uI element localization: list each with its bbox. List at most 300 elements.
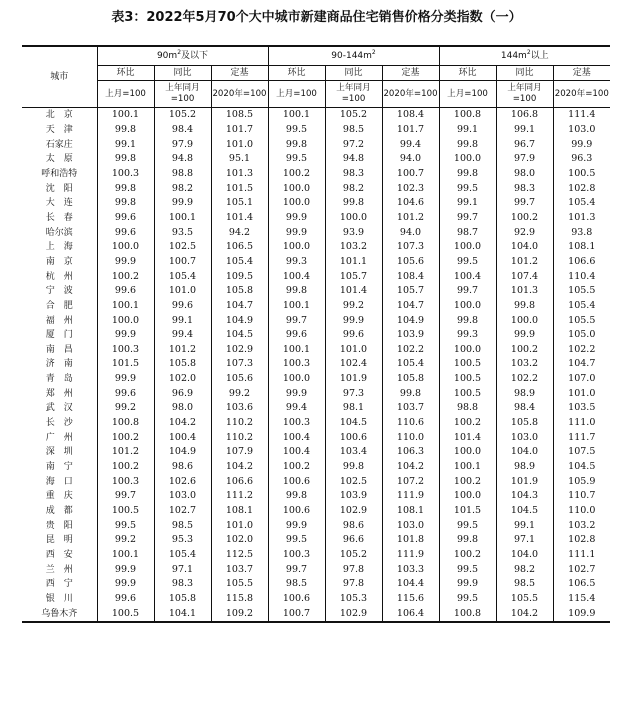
value-cell: 99.6 <box>97 592 154 607</box>
value-cell: 100.1 <box>97 299 154 314</box>
value-cell: 99.8 <box>382 386 439 401</box>
table-row <box>22 372 610 387</box>
value-cell: 110.0 <box>382 430 439 445</box>
value-cell: 104.9 <box>154 445 211 460</box>
city-cell: 沈 阳 <box>22 181 97 196</box>
value-cell: 100.0 <box>439 489 496 504</box>
subheader-cell: 同比 <box>496 66 553 81</box>
value-cell: 101.0 <box>211 137 268 152</box>
value-cell: 94.8 <box>325 152 382 167</box>
base-cell: 上年同月=100 <box>325 81 382 108</box>
city-cell: 石家庄 <box>22 137 97 152</box>
table-row <box>22 196 610 211</box>
city-cell: 厦 门 <box>22 328 97 343</box>
value-cell: 96.6 <box>325 533 382 548</box>
value-cell: 99.4 <box>154 328 211 343</box>
value-cell: 98.1 <box>325 401 382 416</box>
value-cell: 105.8 <box>496 416 553 431</box>
value-cell: 101.4 <box>439 430 496 445</box>
value-cell: 101.7 <box>382 123 439 138</box>
city-column-header: 城市 <box>22 46 97 108</box>
value-cell: 98.4 <box>154 123 211 138</box>
group-header-medium: $90-144m^2$ <box>268 46 439 66</box>
value-cell: 108.1 <box>553 240 610 255</box>
value-cell: 93.9 <box>325 225 382 240</box>
value-cell: 95.3 <box>154 533 211 548</box>
value-cell: 105.9 <box>553 474 610 489</box>
value-cell: 97.2 <box>325 137 382 152</box>
table-row <box>22 489 610 504</box>
value-cell: 100.0 <box>439 343 496 358</box>
city-cell: 昆 明 <box>22 533 97 548</box>
value-cell: 100.5 <box>97 504 154 519</box>
city-cell: 哈尔滨 <box>22 225 97 240</box>
value-cell: 105.1 <box>211 196 268 211</box>
value-cell: 99.7 <box>496 196 553 211</box>
value-cell: 100.4 <box>154 430 211 445</box>
value-cell: 98.9 <box>496 386 553 401</box>
value-cell: 99.5 <box>268 123 325 138</box>
value-cell: 99.9 <box>496 328 553 343</box>
value-cell: 100.0 <box>496 313 553 328</box>
value-cell: 104.7 <box>553 357 610 372</box>
value-cell: 99.9 <box>268 386 325 401</box>
value-cell: 111.9 <box>382 548 439 563</box>
value-cell: 102.0 <box>211 533 268 548</box>
table-body <box>22 108 610 622</box>
value-cell: 100.3 <box>268 548 325 563</box>
value-cell: 99.9 <box>268 518 325 533</box>
value-cell: 100.0 <box>268 240 325 255</box>
city-cell: 银 川 <box>22 592 97 607</box>
value-cell: 93.8 <box>553 225 610 240</box>
value-cell: 99.9 <box>439 577 496 592</box>
value-cell: 100.2 <box>97 460 154 475</box>
value-cell: 99.5 <box>439 255 496 270</box>
value-cell: 101.8 <box>382 533 439 548</box>
value-cell: 99.8 <box>268 489 325 504</box>
value-cell: 100.0 <box>268 181 325 196</box>
value-cell: 106.3 <box>382 445 439 460</box>
value-cell: 101.5 <box>97 357 154 372</box>
value-cell: 94.0 <box>382 152 439 167</box>
value-cell: 100.8 <box>439 606 496 622</box>
subheader-cell: 环比 <box>97 66 154 81</box>
value-cell: 99.8 <box>439 167 496 182</box>
city-cell: 重 庆 <box>22 489 97 504</box>
value-cell: 100.6 <box>325 430 382 445</box>
value-cell: 99.8 <box>97 123 154 138</box>
value-cell: 100.2 <box>496 343 553 358</box>
value-cell: 106.5 <box>553 577 610 592</box>
value-cell: 98.3 <box>496 181 553 196</box>
value-cell: 97.9 <box>496 152 553 167</box>
value-cell: 100.0 <box>439 240 496 255</box>
value-cell: 98.5 <box>496 577 553 592</box>
value-cell: 110.7 <box>553 489 610 504</box>
value-cell: 97.3 <box>325 386 382 401</box>
value-cell: 99.8 <box>97 196 154 211</box>
value-cell: 101.2 <box>97 445 154 460</box>
table-row <box>22 313 610 328</box>
table-row <box>22 533 610 548</box>
value-cell: 105.3 <box>325 592 382 607</box>
value-cell: 99.1 <box>439 196 496 211</box>
value-cell: 96.9 <box>154 386 211 401</box>
value-cell: 102.2 <box>496 372 553 387</box>
city-cell: 广 州 <box>22 430 97 445</box>
value-cell: 111.2 <box>211 489 268 504</box>
value-cell: 105.4 <box>382 357 439 372</box>
table-row <box>22 328 610 343</box>
value-cell: 111.9 <box>382 489 439 504</box>
value-cell: 100.3 <box>268 357 325 372</box>
value-cell: 103.5 <box>553 401 610 416</box>
value-cell: 111.4 <box>553 108 610 123</box>
value-cell: 104.2 <box>154 416 211 431</box>
value-cell: 92.9 <box>496 225 553 240</box>
table-row <box>22 152 610 167</box>
value-cell: 100.0 <box>268 372 325 387</box>
base-cell: 2020年=100 <box>211 81 268 108</box>
value-cell: 103.9 <box>382 328 439 343</box>
value-cell: 100.5 <box>439 372 496 387</box>
value-cell: 100.2 <box>268 167 325 182</box>
table-row <box>22 343 610 358</box>
table-row <box>22 108 610 123</box>
value-cell: 102.4 <box>325 357 382 372</box>
value-cell: 104.3 <box>496 489 553 504</box>
value-cell: 102.9 <box>211 343 268 358</box>
city-cell: 长 春 <box>22 211 97 226</box>
value-cell: 99.3 <box>268 255 325 270</box>
value-cell: 99.8 <box>97 181 154 196</box>
value-cell: 103.6 <box>211 401 268 416</box>
table-row <box>22 460 610 475</box>
value-cell: 101.3 <box>496 284 553 299</box>
value-cell: 99.9 <box>97 328 154 343</box>
value-cell: 99.6 <box>97 386 154 401</box>
city-cell: 南 昌 <box>22 343 97 358</box>
value-cell: 103.2 <box>496 357 553 372</box>
value-cell: 99.5 <box>439 562 496 577</box>
table-row <box>22 518 610 533</box>
table-row <box>22 430 610 445</box>
value-cell: 104.9 <box>211 313 268 328</box>
value-cell: 104.0 <box>496 240 553 255</box>
value-cell: 102.0 <box>154 372 211 387</box>
city-cell: 成 都 <box>22 504 97 519</box>
table-title: 表3：2022年5月70个大中城市新建商品住宅销售价格分类指数（一） <box>111 10 522 25</box>
value-cell: 100.1 <box>97 108 154 123</box>
table-row <box>22 123 610 138</box>
value-cell: 100.5 <box>439 386 496 401</box>
value-cell: 97.1 <box>154 562 211 577</box>
table-row <box>22 416 610 431</box>
value-cell: 98.2 <box>325 181 382 196</box>
value-cell: 100.2 <box>97 430 154 445</box>
value-cell: 109.2 <box>211 606 268 622</box>
value-cell: 104.6 <box>382 196 439 211</box>
value-cell: 99.3 <box>439 328 496 343</box>
value-cell: 103.2 <box>553 518 610 533</box>
value-cell: 99.5 <box>439 181 496 196</box>
city-cell: 大 连 <box>22 196 97 211</box>
value-cell: 99.2 <box>211 386 268 401</box>
value-cell: 105.8 <box>154 592 211 607</box>
table-row <box>22 474 610 489</box>
value-cell: 100.0 <box>325 211 382 226</box>
value-cell: 99.8 <box>439 137 496 152</box>
value-cell: 108.4 <box>382 108 439 123</box>
city-cell: 贵 阳 <box>22 518 97 533</box>
value-cell: 100.4 <box>268 269 325 284</box>
value-cell: 99.8 <box>496 299 553 314</box>
value-cell: 105.8 <box>382 372 439 387</box>
value-cell: 97.1 <box>496 533 553 548</box>
value-cell: 100.1 <box>154 211 211 226</box>
value-cell: 109.9 <box>553 606 610 622</box>
value-cell: 99.7 <box>97 489 154 504</box>
city-cell: 南 宁 <box>22 460 97 475</box>
value-cell: 101.9 <box>325 372 382 387</box>
value-cell: 100.5 <box>97 606 154 622</box>
value-cell: 99.5 <box>439 592 496 607</box>
value-cell: 105.4 <box>154 548 211 563</box>
value-cell: 104.1 <box>154 606 211 622</box>
subheader-cell: 环比 <box>439 66 496 81</box>
value-cell: 99.8 <box>97 152 154 167</box>
value-cell: 100.1 <box>268 108 325 123</box>
value-cell: 110.4 <box>553 269 610 284</box>
value-cell: 104.7 <box>211 299 268 314</box>
value-cell: 99.9 <box>268 225 325 240</box>
value-cell: 102.8 <box>553 181 610 196</box>
value-cell: 100.7 <box>268 606 325 622</box>
value-cell: 99.9 <box>97 562 154 577</box>
value-cell: 99.9 <box>97 255 154 270</box>
value-cell: 98.8 <box>439 401 496 416</box>
value-cell: 111.1 <box>553 548 610 563</box>
table-row <box>22 167 610 182</box>
table-row <box>22 606 610 622</box>
value-cell: 102.2 <box>553 343 610 358</box>
value-cell: 104.4 <box>382 577 439 592</box>
value-cell: 103.2 <box>325 240 382 255</box>
value-cell: 99.8 <box>325 196 382 211</box>
value-cell: 104.5 <box>325 416 382 431</box>
city-cell: 福 州 <box>22 313 97 328</box>
base-cell: 上年同月=100 <box>496 81 553 108</box>
value-cell: 100.1 <box>439 460 496 475</box>
value-cell: 99.5 <box>268 533 325 548</box>
value-cell: 98.0 <box>154 401 211 416</box>
city-cell: 呼和浩特 <box>22 167 97 182</box>
value-cell: 105.2 <box>325 108 382 123</box>
value-cell: 99.8 <box>325 460 382 475</box>
value-cell: 100.2 <box>439 548 496 563</box>
value-cell: 111.0 <box>553 416 610 431</box>
value-cell: 101.1 <box>325 255 382 270</box>
value-cell: 102.9 <box>325 504 382 519</box>
value-cell: 103.9 <box>325 489 382 504</box>
value-cell: 107.3 <box>211 357 268 372</box>
value-cell: 100.7 <box>382 167 439 182</box>
value-cell: 98.5 <box>154 518 211 533</box>
city-cell: 海 口 <box>22 474 97 489</box>
value-cell: 101.3 <box>211 167 268 182</box>
value-cell: 98.8 <box>154 167 211 182</box>
value-cell: 105.6 <box>382 255 439 270</box>
value-cell: 101.9 <box>496 474 553 489</box>
value-cell: 111.7 <box>553 430 610 445</box>
base-cell: 上月=100 <box>268 81 325 108</box>
value-cell: 98.2 <box>496 562 553 577</box>
value-cell: 100.3 <box>268 416 325 431</box>
value-cell: 106.5 <box>211 240 268 255</box>
base-row <box>22 81 610 108</box>
value-cell: 105.8 <box>211 284 268 299</box>
value-cell: 102.7 <box>553 562 610 577</box>
value-cell: 98.7 <box>439 225 496 240</box>
value-cell: 99.7 <box>439 284 496 299</box>
city-cell: 深 圳 <box>22 445 97 460</box>
value-cell: 99.8 <box>439 313 496 328</box>
value-cell: 104.5 <box>553 460 610 475</box>
value-cell: 105.7 <box>325 269 382 284</box>
value-cell: 101.0 <box>154 284 211 299</box>
value-cell: 100.0 <box>439 445 496 460</box>
subheader-cell: 定基 <box>382 66 439 81</box>
value-cell: 105.5 <box>211 577 268 592</box>
table-row <box>22 592 610 607</box>
value-cell: 101.2 <box>382 211 439 226</box>
value-cell: 103.0 <box>382 518 439 533</box>
value-cell: 99.6 <box>268 328 325 343</box>
value-cell: 99.5 <box>97 518 154 533</box>
city-cell: 杭 州 <box>22 269 97 284</box>
value-cell: 98.6 <box>325 518 382 533</box>
value-cell: 99.6 <box>97 284 154 299</box>
group-header-large: $144m^2$以上 <box>439 46 610 66</box>
base-cell: 2020年=100 <box>382 81 439 108</box>
city-cell: 青 岛 <box>22 372 97 387</box>
value-cell: 103.7 <box>382 401 439 416</box>
value-cell: 104.5 <box>211 328 268 343</box>
value-cell: 108.1 <box>211 504 268 519</box>
table-row <box>22 269 610 284</box>
value-cell: 107.9 <box>211 445 268 460</box>
value-cell: 101.0 <box>325 343 382 358</box>
value-cell: 103.0 <box>496 430 553 445</box>
value-cell: 105.4 <box>211 255 268 270</box>
base-cell: 上月=100 <box>439 81 496 108</box>
value-cell: 102.9 <box>325 606 382 622</box>
value-cell: 105.5 <box>553 284 610 299</box>
value-cell: 99.1 <box>97 137 154 152</box>
value-cell: 99.9 <box>268 211 325 226</box>
value-cell: 115.4 <box>553 592 610 607</box>
value-cell: 98.5 <box>325 123 382 138</box>
value-cell: 108.5 <box>211 108 268 123</box>
value-cell: 105.4 <box>553 196 610 211</box>
value-cell: 107.3 <box>382 240 439 255</box>
subheader-cell: 定基 <box>553 66 610 81</box>
city-cell: 合 肥 <box>22 299 97 314</box>
value-cell: 99.6 <box>154 299 211 314</box>
value-cell: 103.3 <box>382 562 439 577</box>
value-cell: 100.3 <box>97 474 154 489</box>
value-cell: 104.2 <box>382 460 439 475</box>
value-cell: 101.7 <box>211 123 268 138</box>
value-cell: 98.3 <box>325 167 382 182</box>
value-cell: 101.5 <box>439 504 496 519</box>
city-cell: 太 原 <box>22 152 97 167</box>
value-cell: 99.6 <box>97 225 154 240</box>
value-cell: 105.7 <box>382 284 439 299</box>
value-cell: 102.5 <box>325 474 382 489</box>
value-cell: 93.5 <box>154 225 211 240</box>
value-cell: 99.9 <box>97 577 154 592</box>
value-cell: 104.2 <box>496 606 553 622</box>
group-header-small: $90m^2$及以下 <box>97 46 268 66</box>
value-cell: 99.5 <box>439 518 496 533</box>
value-cell: 104.0 <box>496 445 553 460</box>
city-cell: 郑 州 <box>22 386 97 401</box>
value-cell: 105.6 <box>211 372 268 387</box>
value-cell: 106.8 <box>496 108 553 123</box>
value-cell: 110.2 <box>211 416 268 431</box>
value-cell: 100.1 <box>97 548 154 563</box>
table-row <box>22 401 610 416</box>
value-cell: 105.8 <box>154 357 211 372</box>
city-cell: 长 沙 <box>22 416 97 431</box>
value-cell: 100.6 <box>268 592 325 607</box>
table-row <box>22 137 610 152</box>
table-header <box>22 46 610 108</box>
base-cell: 上月=100 <box>97 81 154 108</box>
city-cell: 西 安 <box>22 548 97 563</box>
value-cell: 105.2 <box>154 108 211 123</box>
table-row <box>22 562 610 577</box>
value-cell: 100.2 <box>439 474 496 489</box>
table-row <box>22 181 610 196</box>
value-cell: 107.0 <box>553 372 610 387</box>
value-cell: 99.1 <box>154 313 211 328</box>
value-cell: 99.9 <box>325 313 382 328</box>
value-cell: 94.2 <box>211 225 268 240</box>
value-cell: 100.3 <box>97 343 154 358</box>
value-cell: 110.2 <box>211 430 268 445</box>
table-row <box>22 284 610 299</box>
table-row <box>22 357 610 372</box>
value-cell: 97.8 <box>325 577 382 592</box>
city-cell: 上 海 <box>22 240 97 255</box>
value-cell: 105.2 <box>325 548 382 563</box>
table-row <box>22 504 610 519</box>
value-cell: 101.4 <box>325 284 382 299</box>
value-cell: 101.5 <box>211 181 268 196</box>
value-cell: 100.6 <box>268 474 325 489</box>
value-cell: 106.4 <box>382 606 439 622</box>
value-cell: 100.0 <box>97 240 154 255</box>
value-cell: 109.5 <box>211 269 268 284</box>
value-cell: 102.2 <box>382 343 439 358</box>
value-cell: 99.4 <box>268 401 325 416</box>
table-row <box>22 548 610 563</box>
value-cell: 102.5 <box>154 240 211 255</box>
base-cell: 上年同月=100 <box>154 81 211 108</box>
